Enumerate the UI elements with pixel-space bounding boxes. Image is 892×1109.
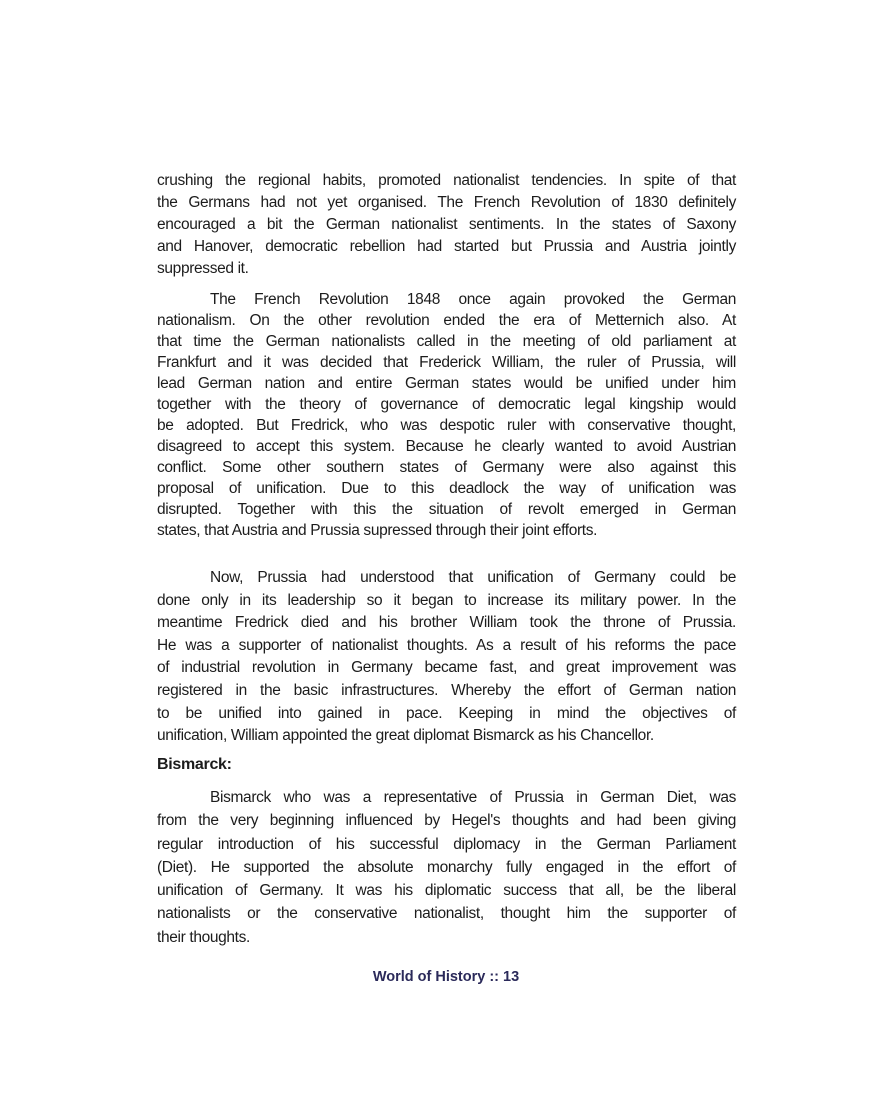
- paragraph-2: [157, 289, 736, 541]
- text-line: The French Revolution 1848 once again provoked the German: [210, 291, 736, 308]
- text-line: suppressed it.: [157, 260, 249, 277]
- text-line: from the very beginning influenced by Hegel's thoughts and had been giving: [157, 812, 736, 830]
- text-line: crushing the regional habits, promoted nationalist tendencies. In spite of that: [157, 172, 736, 189]
- paragraph-3: [157, 567, 736, 748]
- text-line: Now, Prussia had understood that unification of Germany could be: [210, 569, 736, 586]
- text-line: states, that Austria and Prussia supressed through their joint efforts.: [157, 522, 598, 539]
- text-line: Bismarck who was a representative of Prussia in German Diet, was: [210, 789, 736, 806]
- text-line: unification of Germany. It was his diplomatic success that all, be the liberal: [157, 882, 736, 900]
- text-line: be adopted. But Fredrick, who was despotic ruler with conservative thought,: [157, 417, 736, 434]
- text-line: He was a supporter of nationalist thoughts. As a result of his reforms the pace: [157, 636, 736, 654]
- text-line: meantime Fredrick died and his brother William took the throne of Prussia.: [157, 614, 736, 632]
- text-line: regular introduction of his successful diplomacy in the German Parliament: [157, 835, 736, 853]
- text-line: of industrial revolution in Germany became fast, and great improvement was: [157, 659, 736, 677]
- section-heading: Bismarck:: [157, 756, 232, 773]
- text-line: nationalism. On the other revolution ended the era of Metternich also. At: [157, 312, 736, 329]
- text-line: to be unified into gained in pace. Keeping in mind the objectives of: [157, 704, 736, 722]
- text-line: proposal of unification. Due to this deadlock the way of unification was: [157, 480, 736, 497]
- text-line: that time the German nationalists called in the meeting of old parliament at: [157, 333, 736, 350]
- text-line: disrupted. Together with this the situation of revolt emerged in German: [157, 501, 736, 518]
- text-line: done only in its leadership so it began to increase its military power. In the: [157, 591, 736, 609]
- text-line: unification, William appointed the great diplomat Bismarck as his Chancellor.: [157, 727, 654, 745]
- text-line: lead German nation and entire German states would be unified under him: [157, 375, 736, 392]
- text-line: conflict. Some other southern states of Germany were also against this: [157, 459, 736, 476]
- text-line: encouraged a bit the German nationalist sentiments. In the states of Saxony: [157, 216, 736, 233]
- text-line: nationalists or the conservative nationalist, thought him the supporter of: [157, 905, 736, 923]
- text-line: Frankfurt and it was decided that Frederick William, the ruler of Prussia, will: [157, 354, 736, 371]
- paragraph-4: [157, 786, 736, 949]
- text-line: (Diet). He supported the absolute monarchy fully engaged in the effort of: [157, 858, 736, 876]
- text-line: together with the theory of governance of democratic legal kingship would: [157, 396, 736, 413]
- page-footer: World of History :: 13: [372, 969, 520, 985]
- text-line: the Germans had not yet organised. The French Revolution of 1830 definitely: [157, 194, 736, 211]
- text-line: disagreed to accept this system. Because he clearly wanted to avoid Austrian: [157, 438, 736, 455]
- text-line: registered in the basic infrastructures. Whereby the effort of German nation: [157, 681, 736, 699]
- text-line: their thoughts.: [157, 928, 250, 946]
- text-line: and Hanover, democratic rebellion had started but Prussia and Austria jointly: [157, 238, 736, 255]
- paragraph-1: [157, 170, 736, 280]
